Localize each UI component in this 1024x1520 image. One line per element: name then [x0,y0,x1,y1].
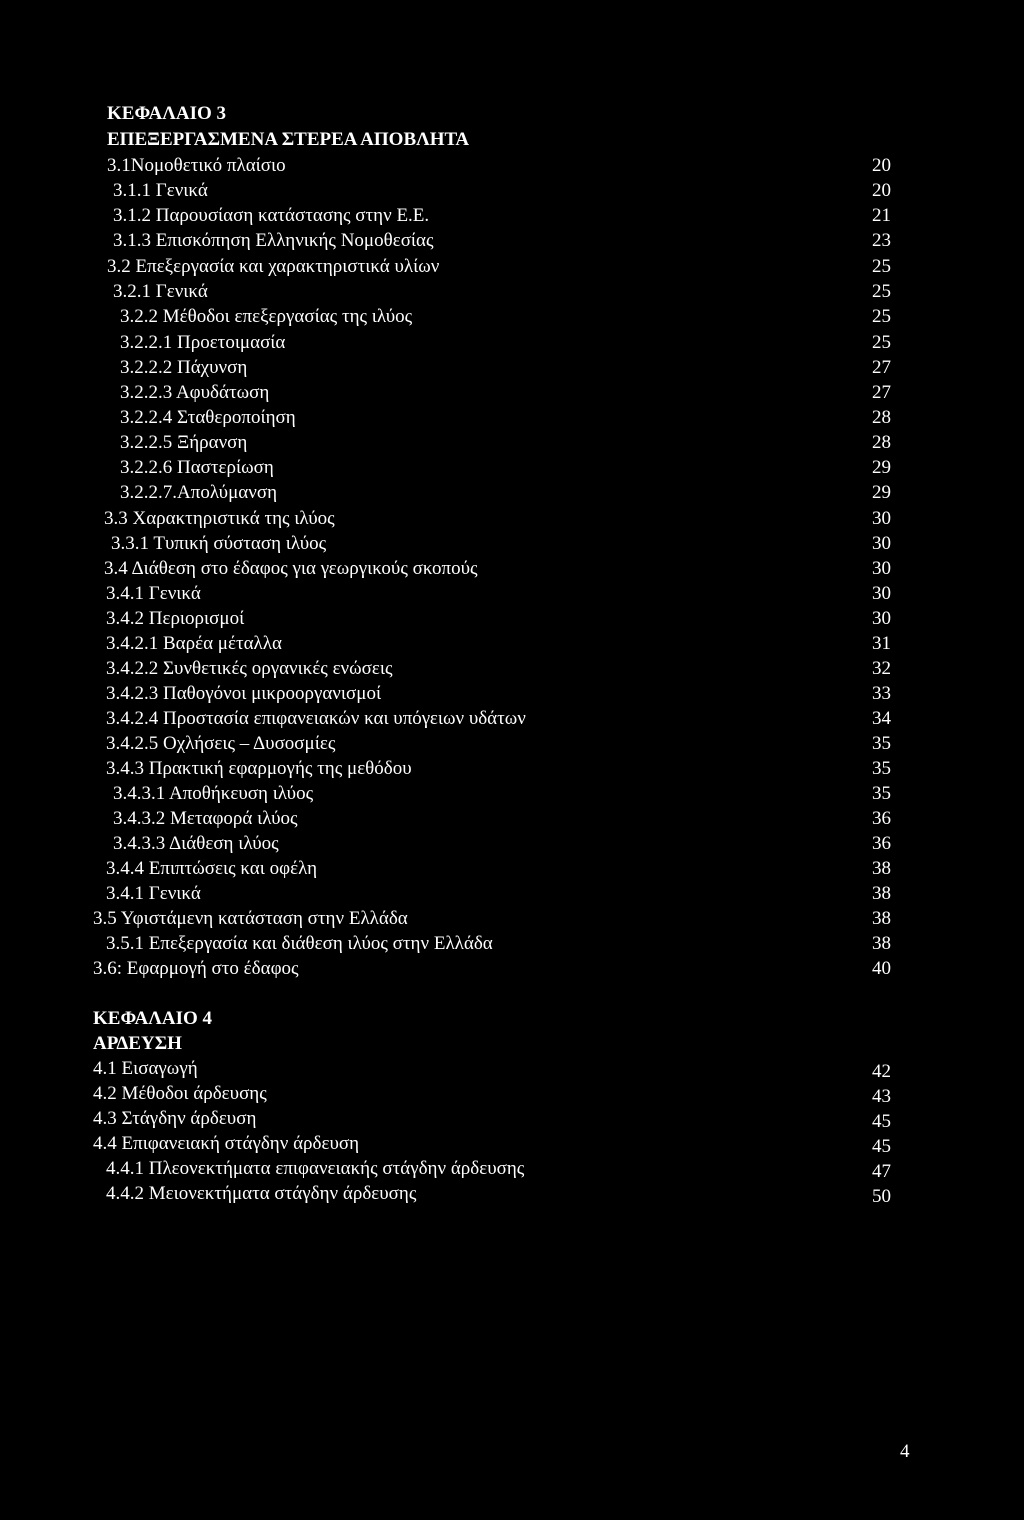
toc-entry[interactable] [0,632,1024,657]
toc-entry-title: 3.1.3 Επισκόπηση Ελληνικής Νομοθεσίας [113,230,434,251]
toc-entry-page: 27 [872,357,891,378]
toc-entry-title: 3.4 Διάθεση στο έδαφος για γεωργικούς σκοπούς [104,558,478,579]
chapter-3-title: ΕΠΕΞΕΡΓΑΣΜΕΝΑ ΣΤΕΡΕΑ ΑΠΟΒΛΗΤΑ [107,129,470,150]
toc-entry-title: 4.4 Επιφανειακή στάγδην άρδευση [93,1133,360,1154]
toc-entry[interactable] [0,255,1024,280]
toc-entry-title: 3.4.1 Γενικά [106,883,201,904]
toc-entry-page: 36 [872,833,891,854]
toc-entry-title: 3.4.2.2 Συνθετικές οργανικές ενώσεις [106,658,393,679]
toc-entry-page: 38 [872,933,891,954]
toc-entry-page: 45 [872,1111,891,1132]
toc-entry-page: 25 [872,281,891,302]
toc-entry-page: 25 [872,306,891,327]
toc-entry-title: 3.5 Υφιστάμενη κατάσταση στην Ελλάδα [93,908,408,929]
toc-entry-title: 3.4.2.4 Προστασία επιφανειακών και υπόγειων υδάτων [106,708,526,729]
toc-entry[interactable] [0,932,1024,957]
toc-entry-title: 3.4.1 Γενικά [106,583,201,604]
toc-entry-title: 4.4.1 Πλεονεκτήματα επιφανειακής στάγδην άρδευσης [106,1158,525,1179]
toc-entry-title: 3.4.3.3 Διάθεση ιλύος [113,833,279,854]
page-number: 4 [900,1441,910,1462]
toc-entry-page: 20 [872,180,891,201]
toc-entry-title: 3.1Νομοθετικό πλαίσιο [107,155,286,176]
toc-entry-page: 36 [872,808,891,829]
toc-entry[interactable] [0,356,1024,381]
toc-entry[interactable] [0,807,1024,832]
toc-entry[interactable] [0,1107,1024,1132]
toc-entry-title: 3.4.3.2 Μεταφορά ιλύος [113,808,298,829]
toc-entry-page: 40 [872,958,891,979]
toc-entry[interactable] [0,857,1024,882]
toc-entry[interactable] [0,607,1024,632]
toc-entry-page: 35 [872,733,891,754]
toc-entry[interactable] [0,481,1024,506]
toc-entry-page: 31 [872,633,891,654]
toc-entry-title: 3.2.1 Γενικά [113,281,208,302]
toc-entry[interactable] [0,782,1024,807]
toc-entry-page: 47 [872,1161,891,1182]
toc-entry[interactable] [0,179,1024,204]
toc-entry[interactable] [0,280,1024,305]
toc-entry[interactable] [0,832,1024,857]
toc-entry[interactable] [0,732,1024,757]
toc-entry[interactable] [0,1057,1024,1082]
toc-entry-page: 45 [872,1136,891,1157]
toc-entry-page: 30 [872,558,891,579]
toc-entry[interactable] [0,305,1024,330]
toc-entry-page: 30 [872,583,891,604]
toc-entry-title: 3.1.1 Γενικά [113,180,208,201]
toc-entry[interactable] [0,657,1024,682]
toc-entry-title: 3.3 Χαρακτηριστικά της ιλύος [104,508,335,529]
toc-entry[interactable] [0,757,1024,782]
toc-entry-page: 35 [872,783,891,804]
toc-entry-page: 34 [872,708,891,729]
toc-entry-page: 35 [872,758,891,779]
toc-entry-page: 21 [872,205,891,226]
toc-entry-title: 4.2 Μέθοδοι άρδευσης [93,1083,267,1104]
toc-entry[interactable] [0,707,1024,732]
toc-entry-title: 3.5.1 Επεξεργασία και διάθεση ιλύος στην Ελλάδα [106,933,493,954]
toc-entry-title: 3.2.2.1 Προετοιμασία [120,332,286,353]
toc-entry-title: 3.2.2.2 Πάχυνση [120,357,248,378]
toc-entry-page: 32 [872,658,891,679]
toc-entry[interactable] [0,1132,1024,1157]
toc-entry-title: 3.2.2.7.Απολύμανση [120,482,278,503]
toc-entry-page: 30 [872,508,891,529]
toc-entry-title: 3.3.1 Τυπική σύσταση ιλύος [111,533,327,554]
toc-entry-page: 30 [872,608,891,629]
toc-entry[interactable] [0,431,1024,456]
toc-entry[interactable] [0,507,1024,532]
toc-entry[interactable] [0,406,1024,431]
chapter-3-label: ΚΕΦΑΛΑΙΟ 3 [107,103,227,124]
toc-entry-title: 3.1.2 Παρουσίαση κατάστασης στην Ε.Ε. [113,205,430,226]
toc-entry[interactable] [0,1157,1024,1182]
toc-entry-title: 3.4.3.1 Αποθήκευση ιλύος [113,783,314,804]
toc-entry-title: 3.4.2 Περιορισμοί [106,608,245,629]
toc-entry-page: 38 [872,858,891,879]
toc-entry-title: 3.4.3 Πρακτική εφαρμογής της μεθόδου [106,758,412,779]
toc-entry[interactable] [0,957,1024,982]
toc-entry-title: 3.2.2.3 Αφυδάτωση [120,382,270,403]
toc-entry[interactable] [0,557,1024,582]
toc-entry[interactable] [0,456,1024,481]
toc-entry-title: 3.4.4 Επιπτώσεις και οφέλη [106,858,318,879]
toc-entry-page: 29 [872,457,891,478]
toc-entry-title: 4.3 Στάγδην άρδευση [93,1108,257,1129]
toc-entry-title: 3.2.2.4 Σταθεροποίηση [120,407,296,428]
toc-entry-page: 42 [872,1061,891,1082]
toc-entry-title: 3.4.2.3 Παθογόνοι μικροοργανισμοί [106,683,382,704]
toc-entry-page: 25 [872,256,891,277]
toc-entry[interactable] [0,381,1024,406]
toc-entry-page: 27 [872,382,891,403]
toc-entry-title: 3.2.2.6 Παστερίωση [120,457,274,478]
toc-entry[interactable] [0,1082,1024,1107]
toc-entry-page: 50 [872,1186,891,1207]
toc-entry-page: 30 [872,533,891,554]
toc-entry-page: 38 [872,883,891,904]
toc-entry-title: 3.2 Επεξεργασία και χαρακτηριστικά υλίων [107,256,440,277]
toc-entry-title: 3.2.2.5 Ξήρανση [120,432,248,453]
toc-entry[interactable] [0,331,1024,356]
toc-entry-page: 43 [872,1086,891,1107]
toc-entry[interactable] [0,882,1024,907]
toc-entry-page: 33 [872,683,891,704]
toc-entry[interactable] [0,1182,1024,1207]
toc-entry-title: 3.4.2.1 Βαρέα μέταλλα [106,633,282,654]
toc-entry[interactable] [0,204,1024,229]
toc-entry-page: 28 [872,407,891,428]
toc-entry-page: 23 [872,230,891,251]
toc-entry-page: 29 [872,482,891,503]
toc-entry[interactable] [0,682,1024,707]
toc-entry[interactable] [0,907,1024,932]
toc-entry[interactable] [0,229,1024,254]
toc-entry-title: 4.1 Εισαγωγή [93,1058,198,1079]
toc-entry-page: 28 [872,432,891,453]
toc-entry-title: 3.2.2 Μέθοδοι επεξεργασίας της ιλύος [120,306,413,327]
toc-entry-title: 3.6: Εφαρμογή στο έδαφος [93,958,299,979]
chapter-4-label: ΚΕΦΑΛΑΙΟ 4 [93,1008,213,1029]
toc-entry-title: 3.4.2.5 Οχλήσεις – Δυσοσμίες [106,733,336,754]
toc-entry-page: 25 [872,332,891,353]
toc-entry-title: 4.4.2 Μειονεκτήματα στάγδην άρδευσης [106,1183,417,1204]
toc-entry[interactable] [0,582,1024,607]
chapter-4-title: ΑΡΔΕΥΣΗ [93,1033,182,1054]
toc-entry-page: 38 [872,908,891,929]
toc-entry-page: 20 [872,155,891,176]
toc-entry[interactable] [0,154,1024,179]
toc-entry[interactable] [0,532,1024,557]
